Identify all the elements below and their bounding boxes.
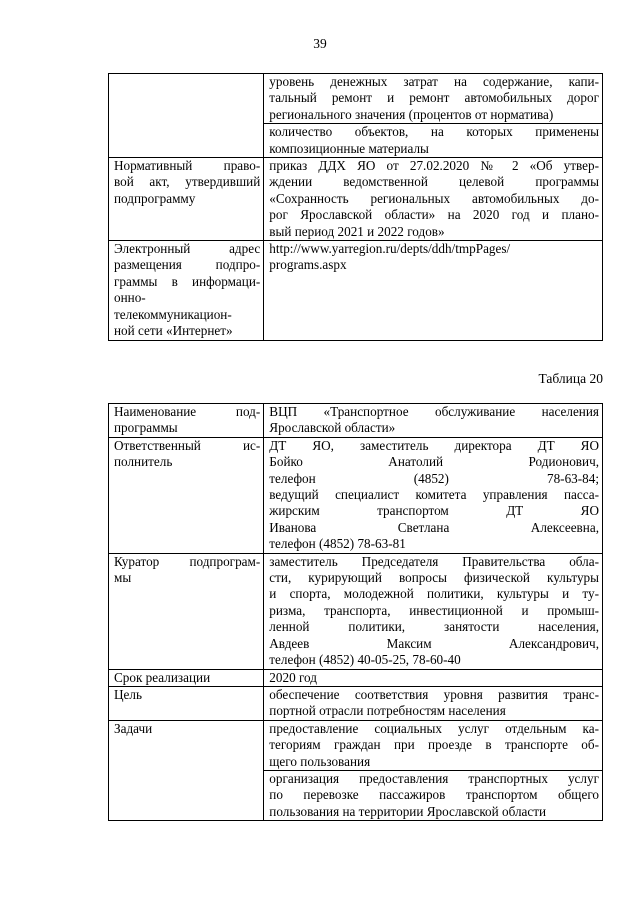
cell-line: портной отрасли потребностям населения <box>269 703 506 719</box>
label-cell <box>109 686 264 720</box>
value-cell <box>264 686 603 720</box>
cell-line: сти, курирующий вопросы физической культуры <box>269 570 599 586</box>
cell-line: программы <box>114 420 178 436</box>
label-cell <box>109 437 264 553</box>
value-cell <box>264 437 603 553</box>
table-row <box>109 553 603 669</box>
cell-line: Иванова Светлана Алексеевна, <box>269 519 599 535</box>
cell-line: Цель <box>114 686 142 702</box>
cell-line: Срок реализации <box>114 669 211 685</box>
cell-line: размещения подпро- <box>114 257 261 273</box>
page-number: 39 <box>313 36 327 51</box>
cell-line: организация предоставления транспортных услуг <box>269 770 599 786</box>
label-cell <box>109 553 264 669</box>
value-cell <box>264 720 603 770</box>
label-cell <box>109 74 264 158</box>
cell-line: заместитель Председателя Правительства обла- <box>269 553 599 569</box>
cell-line: приказ ДДХ ЯО от 27.02.2020 № 2 «Об утвер- <box>269 158 599 174</box>
cell-line: вый период 2021 и 2022 годов» <box>269 223 445 239</box>
cell-line: тальный ремонт и ремонт автомобильных дорог <box>269 90 599 106</box>
table-row <box>109 158 603 241</box>
cell-line: и спорта, молодежной политики, культуры и ту- <box>269 586 599 602</box>
table-row <box>109 720 603 770</box>
cell-line: programs.aspx <box>269 257 347 273</box>
cell-line: Электронный адрес <box>114 241 261 257</box>
table-row <box>109 74 603 124</box>
cell-line: рог Ярославской области» на 2020 год и плано- <box>269 207 599 223</box>
table-row <box>109 686 603 720</box>
table-caption: Таблица 20 <box>538 371 603 386</box>
value-cell <box>264 124 603 158</box>
cell-line: количество объектов, на которых применены <box>269 124 599 140</box>
program-info-table-continued <box>108 73 603 341</box>
cell-line: регионального значения (процентов от норматива) <box>269 106 554 122</box>
cell-line: ризма, транспорта, инвестиционной и промыш- <box>269 602 599 618</box>
cell-line: жирским транспортом ДТ ЯО <box>269 503 599 519</box>
cell-line: Ярославской области» <box>269 420 396 436</box>
cell-line: ной сети «Интернет» <box>114 323 233 339</box>
table-row <box>109 437 603 553</box>
value-cell <box>264 241 603 340</box>
cell-line: телекоммуникацион- <box>114 306 232 322</box>
cell-line: Наименование под- <box>114 404 261 419</box>
cell-line: телефон (4852) 40-05-25, 78-60-40 <box>269 652 461 668</box>
cell-line: пользования на территории Ярославской области <box>269 803 547 819</box>
cell-line: 2020 год <box>269 669 317 685</box>
value-cell <box>264 553 603 669</box>
value-cell <box>264 404 603 438</box>
cell-line: по перевозке пассажиров транспортом общего <box>269 787 599 803</box>
cell-line: предоставление социальных услуг отдельным ка- <box>269 720 599 736</box>
cell-line: мы <box>114 570 132 586</box>
label-cell <box>109 158 264 241</box>
value-cell <box>264 158 603 241</box>
cell-line: полнитель <box>114 454 173 470</box>
value-cell <box>264 770 603 820</box>
cell-line: граммы в информаци- <box>114 273 261 289</box>
cell-line: ленной политики, занятости населения, <box>269 619 599 635</box>
cell-line: ждении ведомственной целевой программы <box>269 174 599 190</box>
cell-line: «Сохранность региональных автомобильных до- <box>269 190 599 206</box>
cell-line: ведущий специалист комитета управления пасса- <box>269 487 599 503</box>
table-row <box>109 669 603 686</box>
cell-line: подпрограмму <box>114 190 196 206</box>
cell-line: вой акт, утвердивший <box>114 174 261 190</box>
cell-line: http://www.yarregion.ru/depts/ddh/tmpPages/ <box>269 241 511 257</box>
cell-line: уровень денежных затрат на содержание, капи- <box>269 74 599 89</box>
cell-line: Ответственный ис- <box>114 437 261 453</box>
cell-line: онно- <box>114 290 146 306</box>
cell-line: композиционные материалы <box>269 140 429 156</box>
cell-line: телефон (4852) 78-63-84; <box>269 470 599 486</box>
cell-line: Нормативный право- <box>114 158 261 174</box>
cell-line: Авдеев Максим Александрович, <box>269 635 599 651</box>
cell-line: ДТ ЯО, заместитель директора ДТ ЯО <box>269 437 599 453</box>
cell-line: Бойко Анатолий Родионович, <box>269 454 599 470</box>
cell-line: тегориям граждан при проезде в транспорте об- <box>269 737 599 753</box>
label-cell <box>109 404 264 438</box>
cell-line: обеспечение соответствия уровня развития транс- <box>269 686 599 702</box>
label-cell <box>109 720 264 820</box>
cell-line: щего пользования <box>269 753 371 769</box>
value-cell <box>264 669 603 686</box>
label-cell <box>109 241 264 340</box>
table-row <box>109 241 603 340</box>
cell-line: телефон (4852) 78-63-81 <box>269 536 406 552</box>
cell-line: Куратор подпрограм- <box>114 553 261 569</box>
table-row <box>109 404 603 438</box>
subprogram-passport-table <box>108 403 603 821</box>
label-cell <box>109 669 264 686</box>
value-cell <box>264 74 603 124</box>
cell-line: Задачи <box>114 720 153 736</box>
cell-line: ВЦП «Транспортное обслуживание населения <box>269 404 599 419</box>
